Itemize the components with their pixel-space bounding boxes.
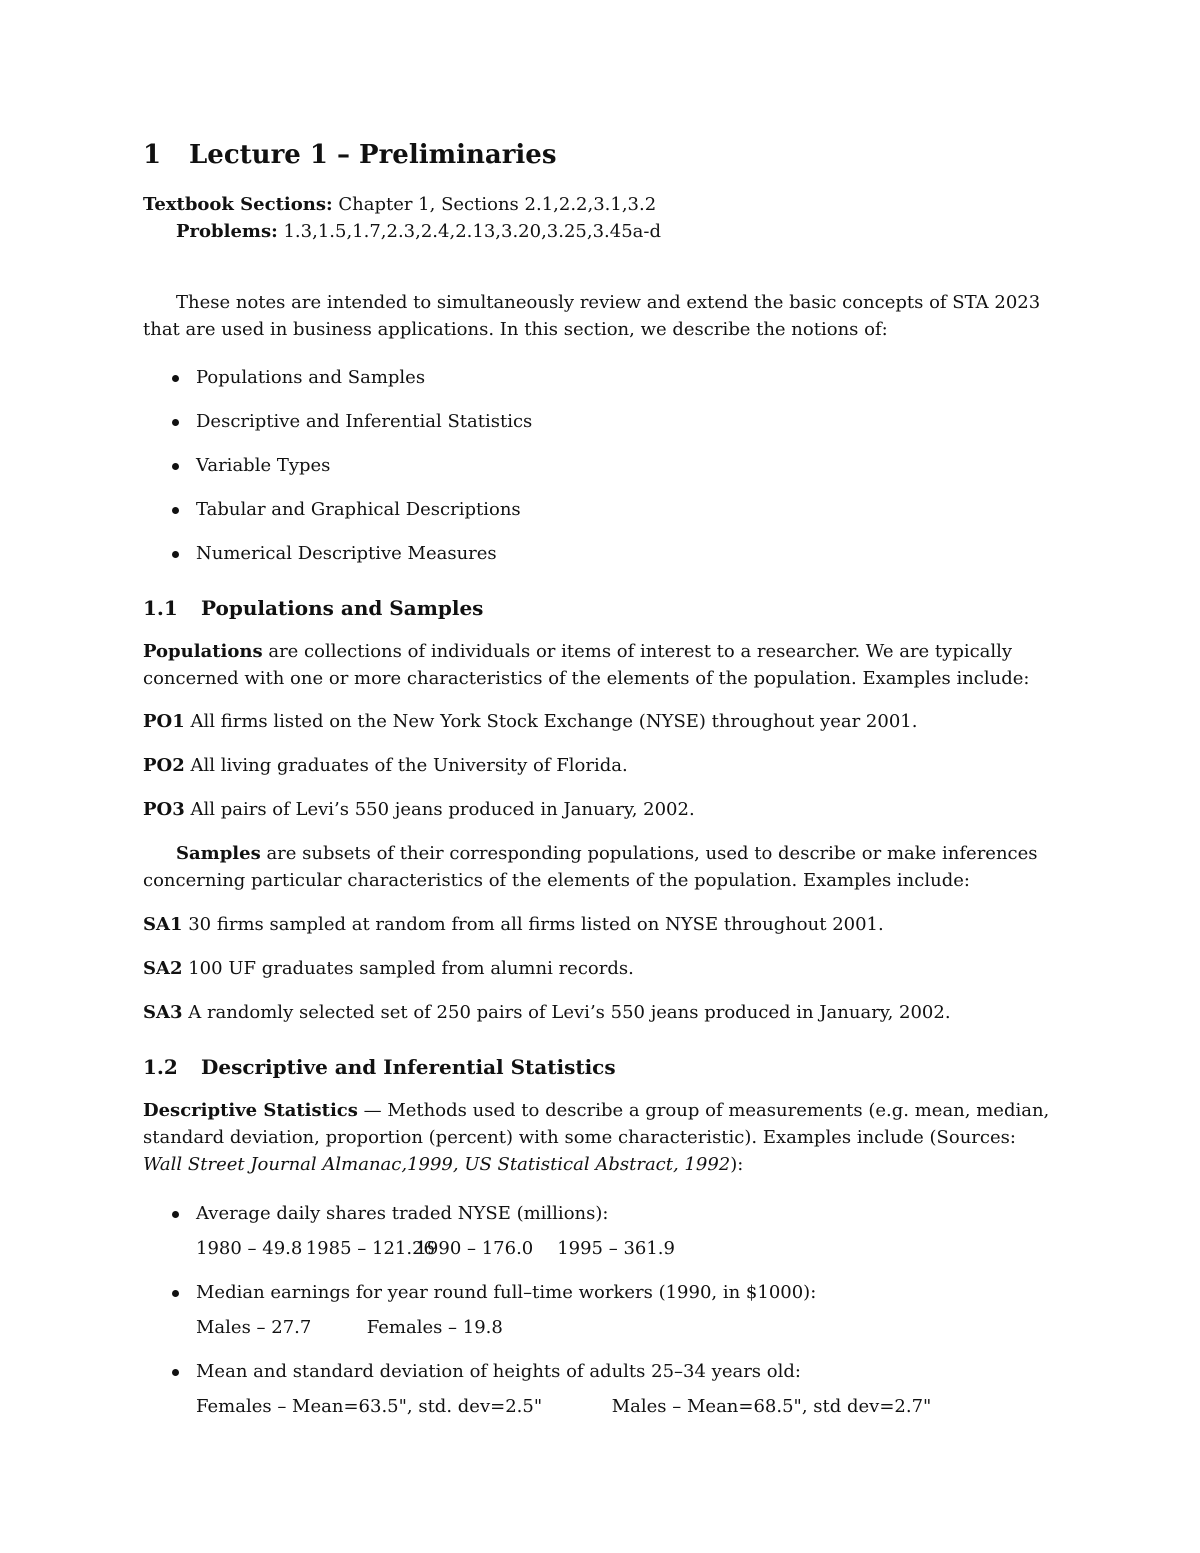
- descriptive-line-2: standard deviation, proportion (percent) with some characteristic). Examples include (Sources:: [143, 1127, 1016, 1148]
- populations-line-2: concerned with one or more characteristics of the elements of the population. Examples include:: [143, 668, 1030, 689]
- value-item: 1995 – 361.9: [557, 1238, 675, 1259]
- section-title: Lecture 1 – Preliminaries: [189, 140, 557, 170]
- example-po1: [143, 708, 917, 735]
- list-item: Descriptive and Inferential Statistics: [196, 411, 533, 432]
- example-text: All pairs of Levi’s 550 jeans produced in January, 2002.: [190, 799, 695, 820]
- value-item: Females – Mean=63.5", std. dev=2.5": [196, 1396, 543, 1417]
- value-item: 1990 – 176.0: [415, 1238, 534, 1259]
- bullet-icon: [172, 375, 179, 382]
- example-values: [196, 1235, 675, 1262]
- example-title: Average daily shares traded NYSE (millions):: [196, 1203, 609, 1224]
- populations-text: are collections of individuals or items of interest to a researcher. We are typically: [262, 641, 1013, 662]
- section-number: 1: [143, 140, 162, 170]
- example-values: [196, 1314, 503, 1341]
- value-item: Males – Mean=68.5", std dev=2.7": [611, 1396, 932, 1417]
- problems-label: Problems:: [176, 221, 278, 242]
- list-item: Numerical Descriptive Measures: [196, 543, 497, 564]
- example-label: SA2: [143, 958, 183, 979]
- example-text: A randomly selected set of 250 pairs of Levi’s 550 jeans produced in January, 2002.: [188, 1002, 951, 1023]
- example-sa2: [143, 955, 634, 982]
- textbook-value: Chapter 1, Sections 2.1,2.2,3.1,3.2: [338, 194, 657, 215]
- example-text: All living graduates of the University of Florida.: [190, 755, 628, 776]
- descriptive-line-3: [143, 1151, 743, 1178]
- example-label: PO1: [143, 711, 185, 732]
- sources-end: ):: [730, 1154, 744, 1175]
- example-label: SA3: [143, 1002, 183, 1023]
- example-sa3: [143, 999, 951, 1026]
- descriptive-line-1: [143, 1097, 1049, 1124]
- example-values: [196, 1393, 931, 1420]
- samples-text: are subsets of their corresponding populations, used to describe or make inferences: [260, 843, 1038, 864]
- textbook-sections-line: [143, 191, 656, 218]
- sources-citation: Wall Street Journal Almanac,1999, US Statistical Abstract, 1992: [143, 1154, 731, 1175]
- bullet-icon: [172, 1290, 179, 1297]
- samples-line-1: [176, 840, 1038, 867]
- example-text: 100 UF graduates sampled from alumni records.: [188, 958, 634, 979]
- list-item: Tabular and Graphical Descriptions: [196, 499, 521, 520]
- populations-term: Populations: [143, 641, 263, 662]
- example-label: SA1: [143, 914, 183, 935]
- value-item: 1985 – 121.26: [305, 1238, 435, 1259]
- value-item: Females – 19.8: [366, 1317, 503, 1338]
- bullet-icon: [172, 551, 179, 558]
- example-label: PO2: [143, 755, 185, 776]
- samples-line-2: concerning particular characteristics of the elements of the population. Examples include:: [143, 870, 970, 891]
- value-item: 1980 – 49.8: [196, 1238, 303, 1259]
- example-label: PO3: [143, 799, 185, 820]
- list-item: Populations and Samples: [196, 367, 426, 388]
- descriptive-text: — Methods used to describe a group of measurements (e.g. mean, median,: [357, 1100, 1050, 1121]
- section-heading: [143, 140, 557, 170]
- samples-term: Samples: [176, 843, 261, 864]
- list-item: Variable Types: [196, 455, 331, 476]
- intro-line-2: that are used in business applications. In this section, we describe the notions of:: [143, 319, 888, 340]
- problems-value: 1.3,1.5,1.7,2.3,2.4,2.13,3.20,3.25,3.45a-d: [283, 221, 662, 242]
- bullet-icon: [172, 463, 179, 470]
- subsection-heading-1-2: [143, 1055, 616, 1079]
- example-title: Mean and standard deviation of heights of adults 25–34 years old:: [196, 1361, 801, 1382]
- example-po2: [143, 752, 628, 779]
- subsection-title: Populations and Samples: [201, 596, 484, 620]
- textbook-label: Textbook Sections:: [143, 194, 333, 215]
- subsection-number: 1.1: [143, 596, 178, 620]
- intro-line-1: These notes are intended to simultaneously review and extend the basic concepts of STA 2023: [176, 292, 1041, 313]
- bullet-icon: [172, 1369, 179, 1376]
- bullet-icon: [172, 419, 179, 426]
- problems-line: [176, 218, 661, 245]
- example-sa1: [143, 911, 884, 938]
- bullet-icon: [172, 1211, 179, 1218]
- subsection-title: Descriptive and Inferential Statistics: [201, 1055, 616, 1079]
- example-title: Median earnings for year round full–time workers (1990, in $1000):: [196, 1282, 817, 1303]
- bullet-icon: [172, 507, 179, 514]
- value-item: Males – 27.7: [196, 1317, 312, 1338]
- example-po3: [143, 796, 695, 823]
- subsection-heading-1-1: [143, 596, 483, 620]
- subsection-number: 1.2: [143, 1055, 178, 1079]
- example-text: All firms listed on the New York Stock Exchange (NYSE) throughout year 2001.: [190, 711, 918, 732]
- example-text: 30 firms sampled at random from all firms listed on NYSE throughout 2001.: [188, 914, 884, 935]
- populations-line-1: [143, 638, 1012, 665]
- descriptive-term: Descriptive Statistics: [143, 1100, 358, 1121]
